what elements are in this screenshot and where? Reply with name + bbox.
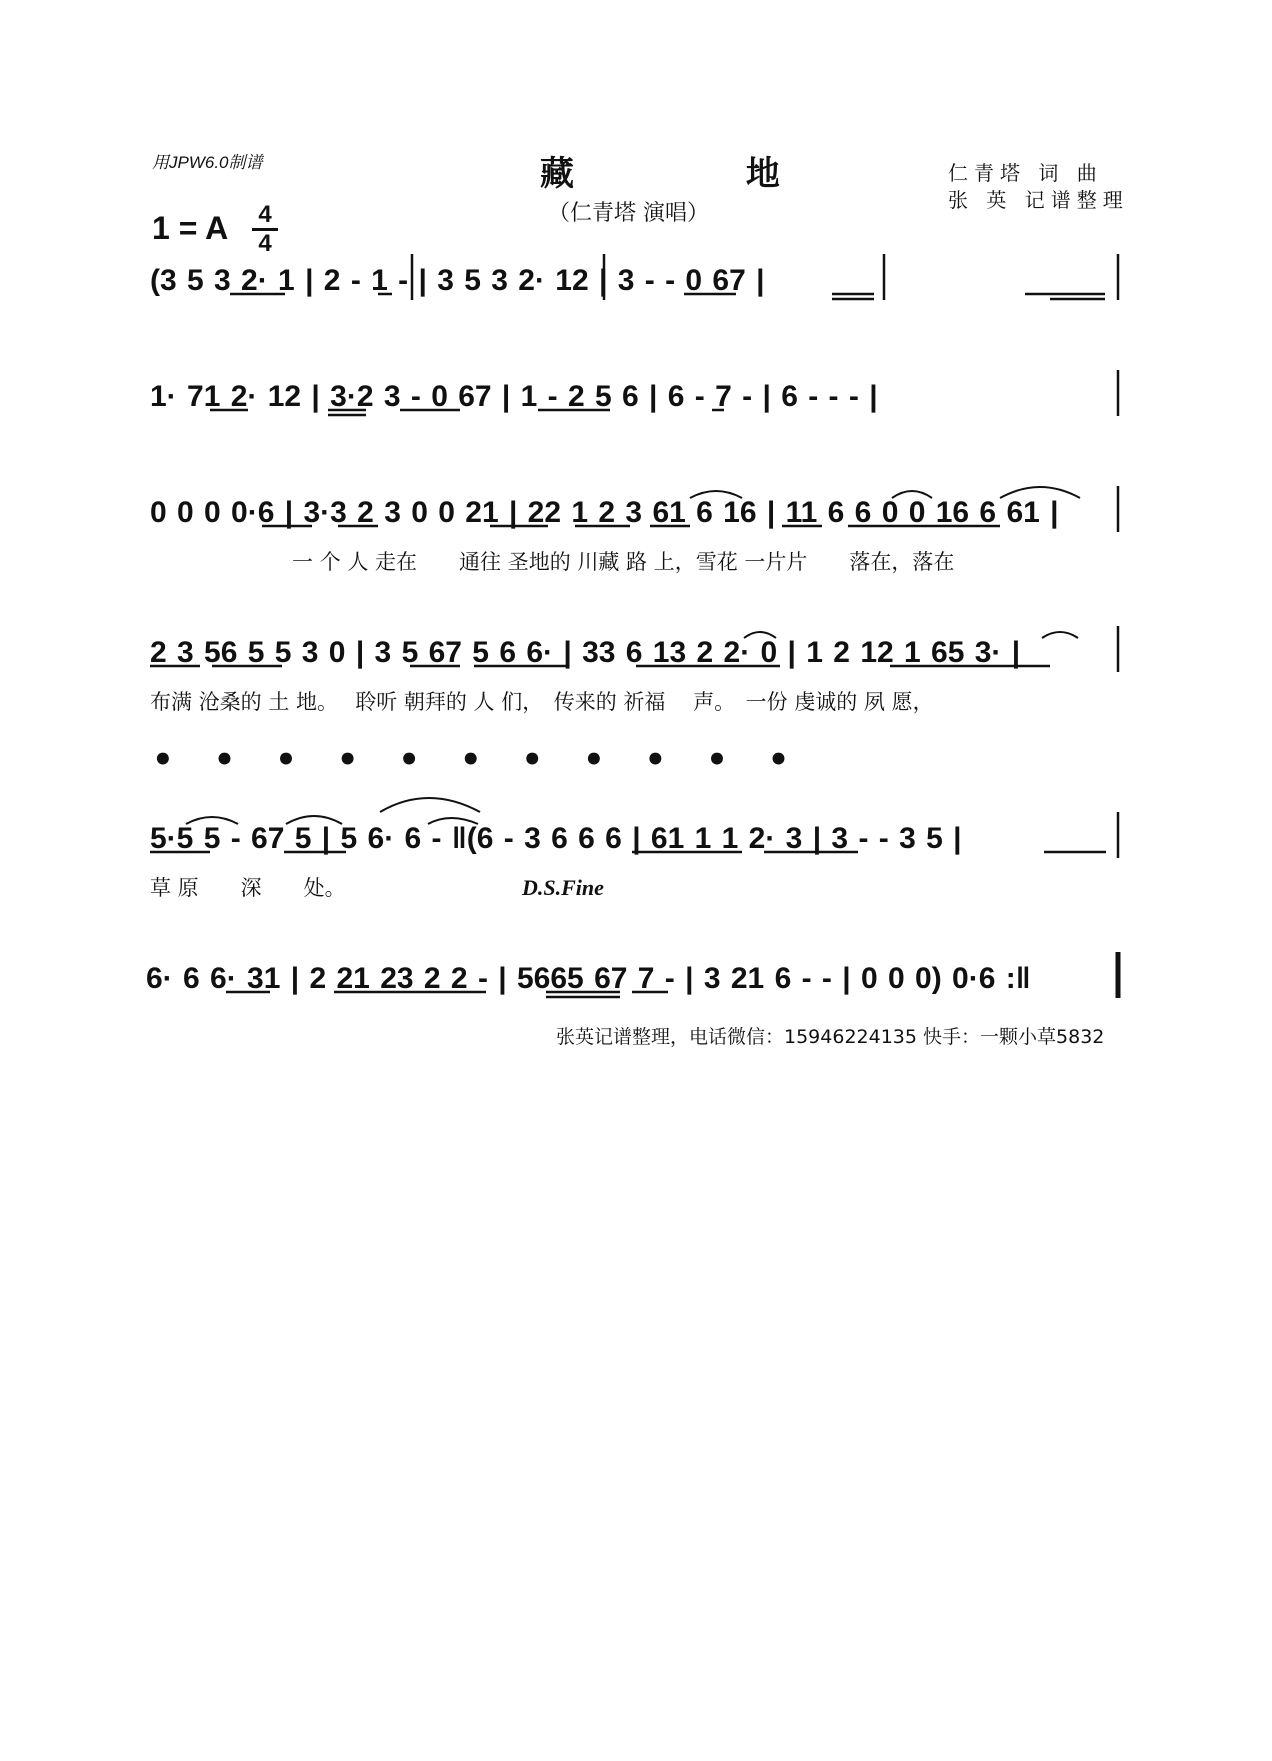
score-row-4-notes: 2 3 56 5 5 3 0 | 3 5 67 5 6 6· | 33 6 13 2 2· 0 | 1 2 12 1 65 3· | [150,636,1021,669]
score-row-5-notes: 5·5 5 - 67 5 | 5 6· 6 - ‖(6 - 3 6 6 6 | 61 1 1 2· 3 | 3 - - 3 5 | [150,822,962,855]
dot-row: • • • • • • • • • • • [152,740,804,780]
score-row-6-notes: 6· 6 6· 31 | 2 21 23 2 2 - | 5665 67 7 - | 3 21 6 - - | 0 0 0) 0·6 :‖ [146,962,1031,995]
arranger-credit: 张 英 记谱整理 [948,188,1129,212]
score-row-4-lyrics: 布满 沧桑的 土 地。 聆听 朝拜的 人 们， 传来的 祈福 声。 一份 虔诚的 夙 愿， [150,690,934,714]
ds-fine-marking: D.S.Fine [522,875,604,900]
lyricist-composer-credit: 仁青塔 词 曲 [948,161,1103,185]
key-signature: 1 = A [152,210,229,246]
time-signature-bottom: 4 [258,230,272,257]
score-row-3-lyrics: 一 个 人 走在 通往 圣地的 川藏 路 上，雪花 一片片 落在，落在 [292,550,955,574]
song-title: 藏 地 [540,154,860,194]
score-row-1-notes: (3 5 3 2· 1 | 2 - 1 - | 3 5 3 2· 12 | 3 - - 0 67 | [150,264,765,297]
score-row-5-lyrics: 草 原 深 处。 [150,876,346,900]
performer-subtitle: （仁青塔 演唱） [548,201,709,226]
software-credit: 用JPW6.0制谱 [152,153,263,172]
footer-contact: 张英记谱整理，电话微信：15946224135 快手：一颗小草5832 [556,1026,1105,1048]
time-signature [252,201,278,257]
score-row-3-notes: 0 0 0 0·6 | 3·3 2 3 0 0 21 | 22 1 2 3 61 6 16 | 11 6 6 0 0 16 6 61 | [150,496,1059,529]
barlines [412,254,1118,998]
score-row-2-notes: 1· 71 2· 12 | 3·2 3 - 0 67 | 1 - 2 5 6 | 6 - 7 - | 6 - - - | [150,380,878,413]
time-signature-top: 4 [258,201,272,228]
